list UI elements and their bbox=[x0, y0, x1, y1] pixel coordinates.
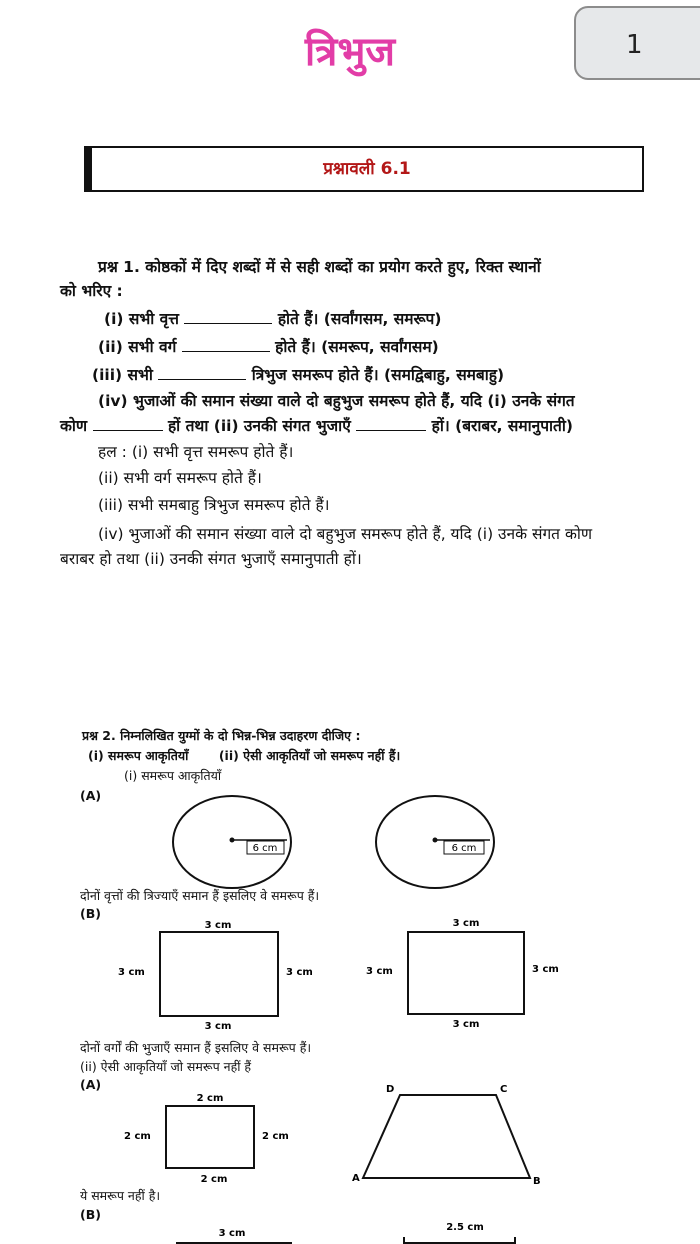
small-square-figure bbox=[124, 1093, 289, 1185]
bottom-partial-figures bbox=[176, 1222, 515, 1244]
q1-item-i: (i) सभी वृत्त होते हैं। (सर्वांगसम, समरूप) bbox=[104, 310, 442, 328]
q2-label-B: (B) bbox=[80, 906, 101, 921]
q1-item-iv-line2: कोण हों तथा (ii) उनकी संगत भुजाएँ हों। (बराबर, समानुपाती) bbox=[60, 417, 573, 435]
trapezium-vertex-b: B bbox=[533, 1176, 541, 1187]
q1-solution-iv-line2: बराबर हो तथा (ii) उनकी संगत भुजाएँ समानुपाती हों। bbox=[60, 550, 362, 568]
trapezium-vertex-c: C bbox=[500, 1084, 508, 1095]
square-left-top-label: 3 cm bbox=[204, 920, 232, 931]
square-right-left-label: 3 cm bbox=[366, 966, 393, 977]
q1-solution-ii: (ii) सभी वर्ग समरूप होते हैं। bbox=[98, 469, 262, 487]
q1-solution-iii: (iii) सभी समबाहु त्रिभुज समरूप होते हैं। bbox=[98, 496, 330, 514]
circle-figure-left bbox=[173, 796, 291, 888]
trapezium-figure bbox=[352, 1084, 541, 1187]
square-left-right-label: 3 cm bbox=[286, 967, 313, 978]
square-right-right-label: 3 cm bbox=[532, 964, 559, 975]
small-square-bottom-label: 2 cm bbox=[200, 1174, 228, 1185]
q2-intro: प्रश्न 2. निम्नलिखित युग्मों के दो भिन्न-भिन्न उदाहरण दीजिए : bbox=[82, 728, 361, 743]
square-right-bottom-label: 3 cm bbox=[452, 1019, 480, 1030]
exercise-header: प्रश्नावली 6.1 bbox=[84, 146, 644, 192]
square-left-left-label: 3 cm bbox=[118, 967, 145, 978]
trapezium-vertex-d: D bbox=[386, 1084, 395, 1095]
q2-label-A2: (A) bbox=[80, 1077, 102, 1092]
q1-intro-line1: प्रश्न 1. कोष्ठकों में दिए शब्दों में से सही शब्दों का प्रयोग करते हुए, रिक्त स्थानों bbox=[98, 258, 541, 276]
square-figure-right bbox=[366, 918, 559, 1030]
q1-item-ii: (ii) सभी वर्ग होते हैं। (समरूप, सर्वांगसम) bbox=[98, 338, 439, 356]
circle-figure-right bbox=[376, 796, 494, 888]
q1-solution-i: हल : (i) सभी वृत्त समरूप होते हैं। bbox=[98, 443, 294, 461]
q1-item-iii: (iii) सभी त्रिभुज समरूप होते हैं। (समद्विबाहु, समबाहु) bbox=[92, 366, 505, 384]
trapezium-vertex-a: A bbox=[352, 1173, 360, 1184]
square-left-bottom-label: 3 cm bbox=[204, 1021, 232, 1032]
page-title: त्रिभुज bbox=[304, 29, 396, 75]
bottom-right-figure-label: 2.5 cm bbox=[446, 1222, 484, 1233]
q2-sub-i: (i) समरूप आकृतियाँ bbox=[124, 768, 222, 783]
q2-not-similar-note: ये समरूप नहीं है। bbox=[80, 1188, 161, 1203]
q2-circles-note: दोनों वृत्तों की त्रिज्याएँ समान हैं इसलिए वे समरूप हैं। bbox=[80, 888, 320, 903]
q1-solution-iv-line1: (iv) भुजाओं की समान संख्या वाले दो बहुभुज समरूप होते हैं, यदि (i) उनके संगत कोण bbox=[98, 525, 593, 543]
q2-label-B2: (B) bbox=[80, 1207, 101, 1222]
square-right-top-label: 3 cm bbox=[452, 918, 480, 929]
circle-left-radius-label: 6 cm bbox=[252, 843, 278, 854]
small-square-top-label: 2 cm bbox=[196, 1093, 224, 1104]
q2-parts: (i) समरूप आकृतियाँ (ii) ऐसी आकृतियाँ जो समरूप नहीं हैं। bbox=[88, 748, 401, 763]
page-number: 1 bbox=[626, 30, 643, 60]
square-figure-left bbox=[118, 920, 313, 1032]
q1-item-iv-line1: (iv) भुजाओं की समान संख्या वाले दो बहुभुज समरूप होते हैं, यदि (i) उनके संगत bbox=[98, 392, 575, 410]
small-square-right-label: 2 cm bbox=[262, 1131, 289, 1142]
bottom-left-figure-label: 3 cm bbox=[218, 1228, 246, 1239]
q2-label-A: (A) bbox=[80, 788, 102, 803]
q2-squares-note: दोनों वर्गों की भुजाएँ समान हैं इसलिए वे समरूप हैं। bbox=[80, 1040, 312, 1055]
circle-right-radius-label: 6 cm bbox=[451, 843, 477, 854]
q2-sub-ii: (ii) ऐसी आकृतियाँ जो समरूप नहीं हैं bbox=[80, 1059, 252, 1074]
q1-intro-line2: को भरिए : bbox=[60, 282, 123, 300]
small-square-left-label: 2 cm bbox=[124, 1131, 151, 1142]
